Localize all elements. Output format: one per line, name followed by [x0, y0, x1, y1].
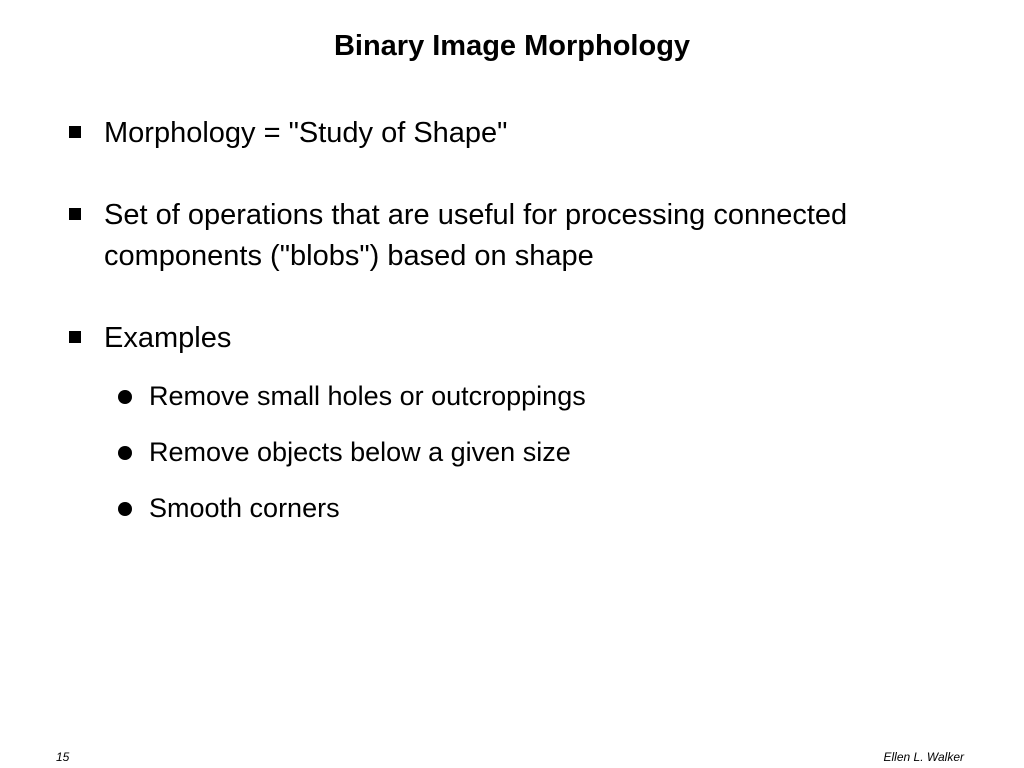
square-bullet-icon — [69, 208, 81, 220]
bullet-item — [104, 195, 904, 277]
sub-bullet-item — [149, 379, 909, 413]
round-bullet-icon — [118, 390, 132, 404]
sub-bullet-text: Remove objects below a given size — [149, 437, 571, 467]
square-bullet-icon — [69, 126, 81, 138]
bullet-text: Morphology = "Study of Shape" — [104, 117, 508, 149]
sub-bullet-item — [149, 491, 909, 525]
round-bullet-icon — [118, 446, 132, 460]
bullet-text: Set of operations that are useful for processing connected components ("blobs") based on shape — [104, 199, 848, 272]
square-bullet-icon — [69, 331, 81, 343]
slide-title: Binary Image Morphology — [333, 30, 691, 62]
bullet-item — [104, 113, 904, 154]
sub-bullet-text: Remove small holes or outcroppings — [149, 381, 586, 411]
bullet-item — [104, 318, 904, 359]
sub-bullet-item — [149, 435, 909, 469]
page-number: 15 — [56, 750, 70, 764]
sub-bullet-text: Smooth corners — [149, 493, 340, 523]
footer-author: Ellen L. Walker — [883, 750, 964, 764]
round-bullet-icon — [118, 502, 132, 516]
bullet-text: Examples — [104, 322, 232, 354]
